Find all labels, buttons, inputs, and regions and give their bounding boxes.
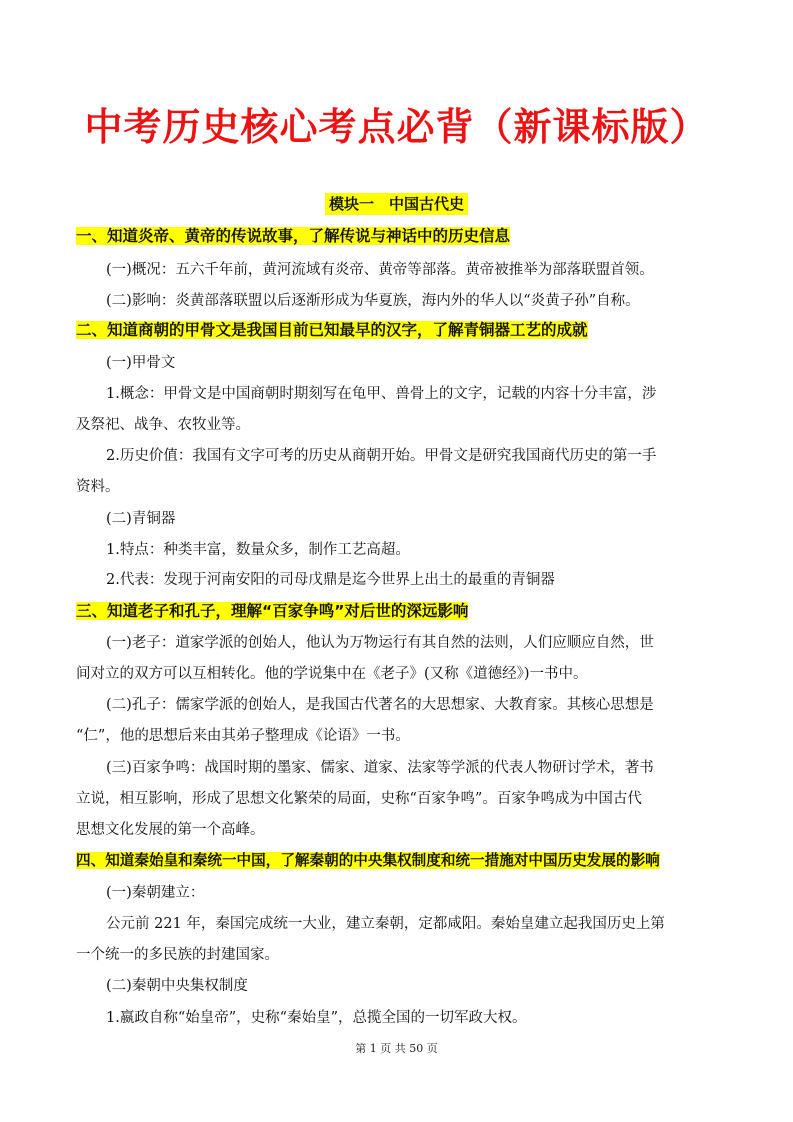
paragraph-line: 间对立的双方可以互相转化。他的学说集中在《老子》(又称《道德经》)一书中。 [76, 666, 588, 682]
paragraph-line: (二)孔子：儒家学派的创始人，是我国古代著名的大思想家、大教育家。其核心思想是 [106, 697, 654, 713]
paragraph-line: (一)秦朝建立： [106, 885, 205, 901]
paragraph-line: 资料。 [76, 479, 120, 495]
paragraph-line: (二)影响：炎黄部落联盟以后逐渐形成为华夏族，海内外的华人以“炎黄子孙”自称。 [106, 293, 640, 309]
section-heading-3: 三、知道老子和孔子，理解“百家争鸣”对后世的深远影响 [76, 602, 469, 620]
paragraph-line: 1.嬴政自称“始皇帝”，史称“秦始皇”，总揽全国的一切军政大权。 [106, 1010, 527, 1026]
paragraph-line: 1.概念：甲骨文是中国商朝时期刻写在龟甲、兽骨上的文字，记载的内容十分丰富，涉 [106, 386, 657, 402]
paragraph-line: 立说，相互影响，形成了思想文化繁荣的局面，史称“百家争鸣”。百家争鸣成为中国古代 [76, 791, 642, 807]
page-footer: 第 1 页 共 50 页 [355, 1042, 438, 1055]
paragraph-line: 1.特点：种类丰富，数量众多，制作工艺高超。 [106, 542, 410, 558]
paragraph-line: 2.代表：发现于河南安阳的司母戊鼎是迄今世界上出土的最重的青铜器 [106, 572, 555, 588]
paragraph-line: (二)青铜器 [106, 511, 176, 527]
paragraph-line: (三)百家争鸣：战国时期的墨家、儒家、道家、法家等学派的代表人物研讨学术，著书 [106, 760, 654, 776]
paragraph-line: 及祭祀、战争、农牧业等。 [76, 417, 250, 433]
section-heading-4: 四、知道秦始皇和秦统一中国，了解秦朝的中央集权制度和统一措施对中国历史发展的影响 [76, 852, 660, 869]
paragraph-line: (一)概况：五六千年前，黄河流域有炎帝、黄帝等部落。黄帝被推举为部落联盟首领。 [106, 262, 654, 278]
paragraph-line: (一)老子：道家学派的创始人，他认为万物运行有其自然的法则，人们应顺应自然，世 [106, 635, 654, 651]
paragraph-line: “仁”，他的思想后来由其弟子整理成《论语》一书。 [76, 728, 410, 744]
document-title: 中考历史核心考点必背（新课标版） [84, 105, 709, 149]
paragraph-line: 一个统一的多民族的封建国家。 [76, 947, 279, 963]
section-heading-2: 二、知道商朝的甲骨文是我国目前已知最早的汉字，了解青铜器工艺的成就 [76, 321, 588, 339]
paragraph-line: (二)秦朝中央集权制度 [106, 978, 248, 994]
section-heading-1: 一、知道炎帝、黄帝的传说故事，了解传说与神话中的历史信息 [76, 227, 511, 245]
module-heading-text: 模块一 中国古代史 [325, 193, 468, 215]
paragraph-line: 公元前 221 年，秦国完成统一大业，建立秦朝，定都咸阳。秦始皇建立起我国历史上第 [106, 916, 665, 932]
paragraph-line: 2.历史价值：我国有文字可考的历史从商朝开始。甲骨文是研究我国商代历史的第一手 [106, 448, 657, 464]
module-heading [0, 193, 793, 214]
paragraph-line: 思想文化发展的第一个高峰。 [76, 822, 265, 838]
paragraph-line: (一)甲骨文 [106, 355, 176, 371]
